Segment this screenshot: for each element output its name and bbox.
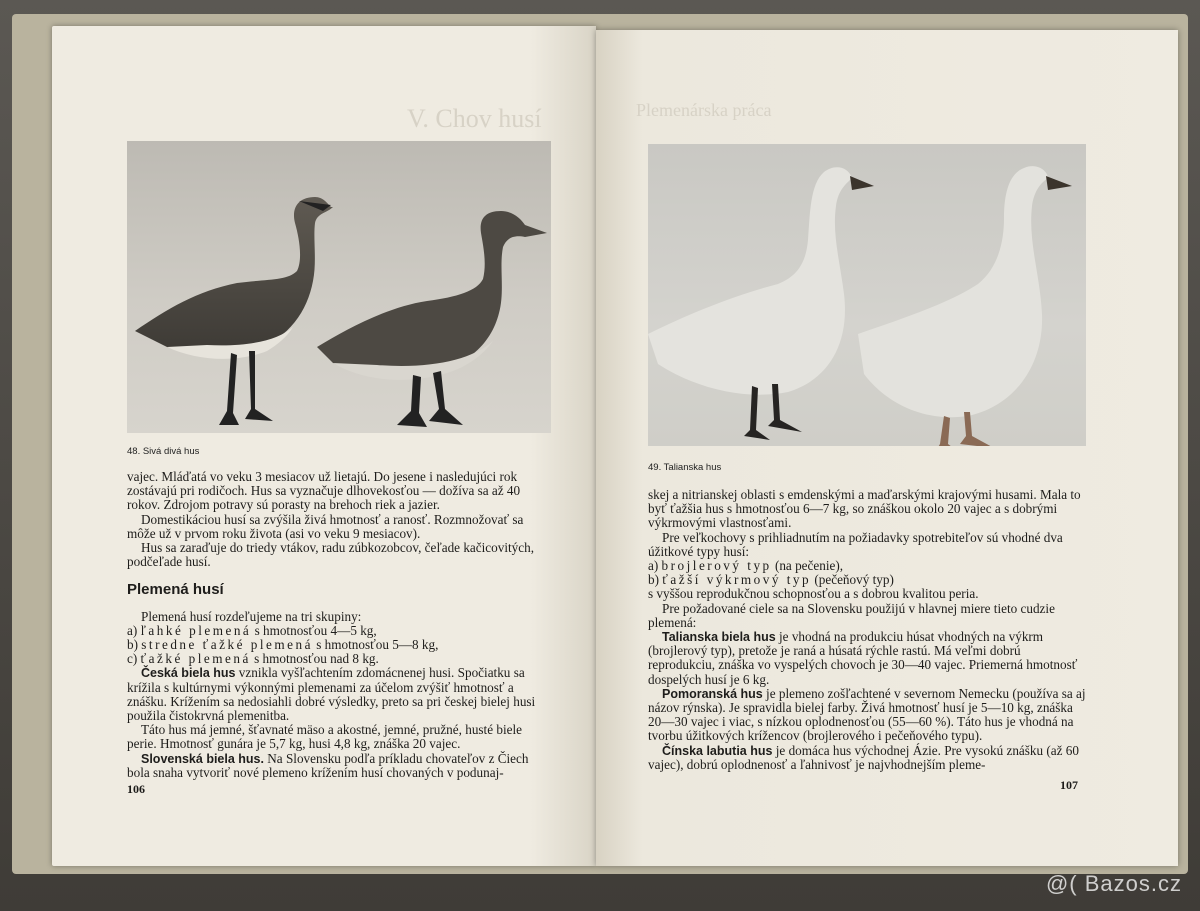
paragraph: Pomoranská hus je plemeno zošľachtené v severnom Nemecku (používa sa aj názov rýnska). Je spravidla bielej farby. Živá hmotnosť husí je 5—10 kg, znáška 20—30 vajec i viac, s nízkou oplodnenosťou (55—60 %). Táto hus je vhodná na tvorbu úžitkových krížencov (brojlerového i pečeňového typu). bbox=[648, 685, 1086, 744]
section-heading: Plemená husí bbox=[127, 581, 224, 599]
list-item: c) ťažké plemená s hmotnosťou nad 8 kg. bbox=[127, 651, 379, 667]
paragraph: skej a nitrianskej oblasti s emdenskými a maďarskými krajovými husami. Mala to byť ťažšia hus s hmotnosťou 6—7 kg, so znáškou okolo 20 vajec a s dobrými výkrmovými vlastnosťami. bbox=[648, 487, 1081, 531]
figure-caption: 48. Sivá divá hus bbox=[127, 446, 200, 457]
watermark: @( Bazos.cz bbox=[1045, 871, 1182, 896]
paragraph: s vyššou reprodukčnou schopnosťou a s dobrou kvalitou peria. bbox=[648, 586, 979, 602]
right-page-body bbox=[648, 488, 1086, 772]
photo-italian-geese bbox=[648, 144, 1086, 446]
paragraph: vajec. Mláďatá vo veku 3 mesiacov už lietajú. Do jesene i nasledujúci rok zostávajú pri rodičoch. Hus sa vyznačuje dlhovekosťou — dožíva sa až 40 rokov. Zdrojom potravy sú porasty na brehoch riek a jazier. bbox=[127, 469, 521, 513]
paragraph: Plemená husí rozdeľujeme na tri skupiny: bbox=[141, 608, 362, 624]
paragraph: Pre veľkochovy s prihliadnutím na požiadavky spotrebiteľov sú vhodné dva úžitkové typy husí: bbox=[648, 529, 1063, 559]
paragraph: Česká biela hus vznikla vyšľachtením zdomácnenej husi. Spočiatku sa krížila s kultúrnymi výkonnými plemenami za účelom zvýšiť hmotnosť a znášku. Krížením sa nedosiahli dobré výsledky, preto sa pri českej bielej husi použila čistokrvná plemenitba. bbox=[127, 665, 536, 724]
paragraph: Hus sa zaraďuje do triedy vtákov, radu zúbkozobcov, čeľade kačicovitých, podčeľade husí. bbox=[127, 540, 534, 570]
paragraph: Pre požadované ciele sa na Slovensku použijú v hlavnej miere tieto cudzie plemená: bbox=[648, 600, 1055, 630]
left-page bbox=[52, 26, 596, 866]
paragraph: Slovenská biela hus. Na Slovensku podľa príkladu chovateľov z Čiech bola snaha vytvoriť nové plemeno krížením husí chovaných v podunaj- bbox=[127, 750, 529, 780]
photo-greylag-geese bbox=[127, 141, 551, 433]
list-item: b) ťažší výkrmový typ (pečeňový typ) bbox=[648, 572, 894, 588]
right-page bbox=[596, 30, 1178, 866]
paragraph: Talianska biela hus je vhodná na produkciu húsat vhodných na výkrm (brojlerový typ), pretože je raná a húsatá rýchle rastú. Má veľmi dobrú reprodukciu, znáška vo vyspelých chovoch je 30—40 vajec. Priemerná hmotnosť dospelých husí je 6 kg. bbox=[648, 629, 1078, 687]
paragraph: Čínska labutia hus je domáca hus východnej Ázie. Pre vysokú znášku (až 60 vajec), dobrú oplodnenosť a ľahnivosť je najvhodnejším pleme- bbox=[648, 742, 1079, 772]
left-page-body bbox=[127, 470, 551, 780]
list-item: a) brojlerový typ (na pečenie), bbox=[648, 558, 844, 574]
list-item: a) ľahké plemená s hmotnosťou 4—5 kg, bbox=[127, 622, 377, 638]
show-through-text: Plemenárska práca bbox=[636, 100, 772, 120]
show-through-text: V. Chov husí bbox=[407, 104, 542, 133]
paragraph: Táto hus má jemné, šťavnaté mäso a akostné, jemné, pružné, husté biele perie. Hmotnosť gunára je 5,7 kg, husi 4,8 kg, znáška 20 vajec. bbox=[127, 722, 522, 752]
paragraph: Domestikáciou husí sa zvýšila živá hmotnosť a ranosť. Rozmnožovať sa môže už v prvom roku života (asi vo veku 9 mesiacov). bbox=[127, 511, 524, 541]
page-number: 107 bbox=[1060, 778, 1078, 792]
figure-caption: 49. Talianska hus bbox=[648, 462, 722, 473]
list-item: b) stredne ťažké plemená s hmotnosťou 5—8 kg, bbox=[127, 637, 439, 653]
page-number: 106 bbox=[127, 782, 145, 796]
